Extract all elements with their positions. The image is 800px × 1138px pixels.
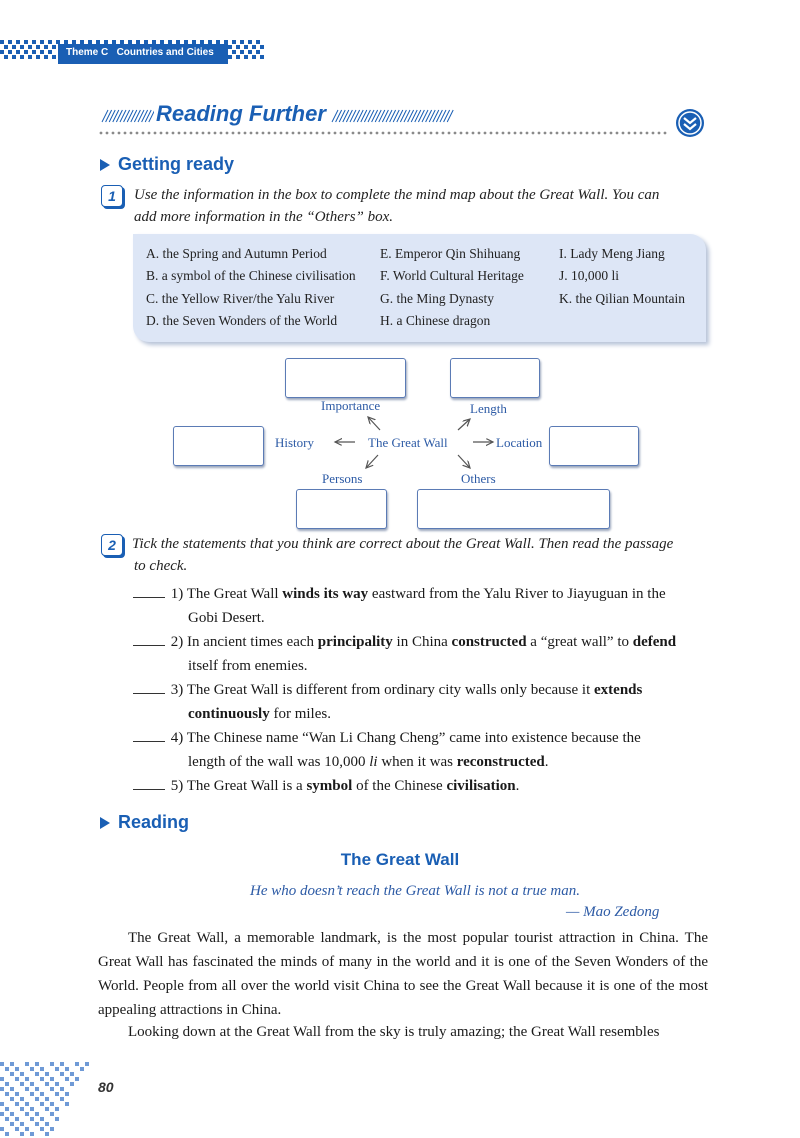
mind-map-label-others: Others [461,471,496,486]
answer-blank-1[interactable] [133,583,165,598]
article-quote: He who doesn’t reach the Great Wall is not a true man. [250,883,580,899]
quote-author: — Mao Zedong [566,904,660,920]
mind-map-label-length: Length [470,401,507,416]
answer-blank-3[interactable] [133,679,165,694]
page-number: 80 [98,1079,114,1095]
option-c: C. the Yellow River/the Yalu River [146,291,335,306]
task-1-instruction-line1: Use the information in the box to complete the mind map about the Great Wall. You can [134,187,660,203]
arrow-to-importance [368,417,380,430]
mind-map-label-importance: Importance [321,398,381,413]
task-1-badge: 1 [101,185,123,207]
option-e: E. Emperor Qin Shihuang [380,246,521,261]
statement-4: 4) The Chinese name “Wan Li Chang Cheng” came into existence because the length of the wall was 10,000 li when it was reconstructed. [133,726,708,774]
option-d: D. the Seven Wonders of the World [146,313,338,328]
arrow-to-others [458,455,470,468]
statement-3: 3) The Great Wall is different from ordinary city walls only because it extends continuously for miles. [133,678,708,726]
option-a: A. the Spring and Autumn Period [146,246,327,261]
theme-label: Theme C Countries and Cities [66,47,214,58]
mind-map-center: The Great Wall [368,435,448,450]
mind-map-label-location: Location [496,435,543,450]
footer-pixel-pattern [0,1062,95,1138]
answer-blank-5[interactable] [133,775,165,790]
option-j: J. 10,000 li [559,268,620,283]
article-title: The Great Wall [340,850,460,869]
section-title: Reading Further [156,101,326,126]
option-f: F. World Cultural Heritage [380,268,524,283]
answer-blank-4[interactable] [133,727,165,742]
option-i: I. Lady Meng Jiang [559,246,665,261]
mind-map-label-persons: Persons [322,471,363,486]
option-h: H. a Chinese dragon [380,313,491,328]
statement-2: 2) In ancient times each principality in China constructed a “great wall” to defend itself from enemies. [133,630,708,678]
statement-1: 1) The Great Wall winds its way eastward from the Yalu River to Jiayuguan in the Gobi Desert. [133,582,708,630]
option-b: B. a symbol of the Chinese civilisation [146,268,356,283]
triangle-bullet-icon [99,816,111,830]
option-k: K. the Qilian Mountain [559,291,685,306]
answer-blank-2[interactable] [133,631,165,646]
mind-map-label-history: History [275,435,314,450]
reading-heading: Reading [118,812,190,832]
arrow-to-persons [366,455,378,468]
task-2-badge: 2 [101,534,123,556]
article-paragraph-1: The Great Wall, a memorable landmark, is the most popular tourist attraction in China. The Great Wall has fascinated the minds of many in the world and it is one of the Seven Wonders of the World. People from all over the world visit China to see the Great Wall because it is one of the most appealing attractions in China. [98,930,708,1018]
task-2-instruction-line1: Tick the statements that you think are correct about the Great Wall. Then read the passage [132,536,674,552]
task-1-instruction-line2: add more information in the “Others” box. [134,209,394,225]
arrow-to-length [458,419,470,430]
option-g: G. the Ming Dynasty [380,291,494,306]
getting-ready-heading: Getting ready [118,154,235,174]
statement-5: 5) The Great Wall is a symbol of the Chinese civilisation. [133,774,708,798]
task-2-instruction-line2: to check. [134,558,188,574]
article-paragraph-2: Looking down at the Great Wall from the sky is truly amazing; the Great Wall resembles [128,1024,660,1040]
